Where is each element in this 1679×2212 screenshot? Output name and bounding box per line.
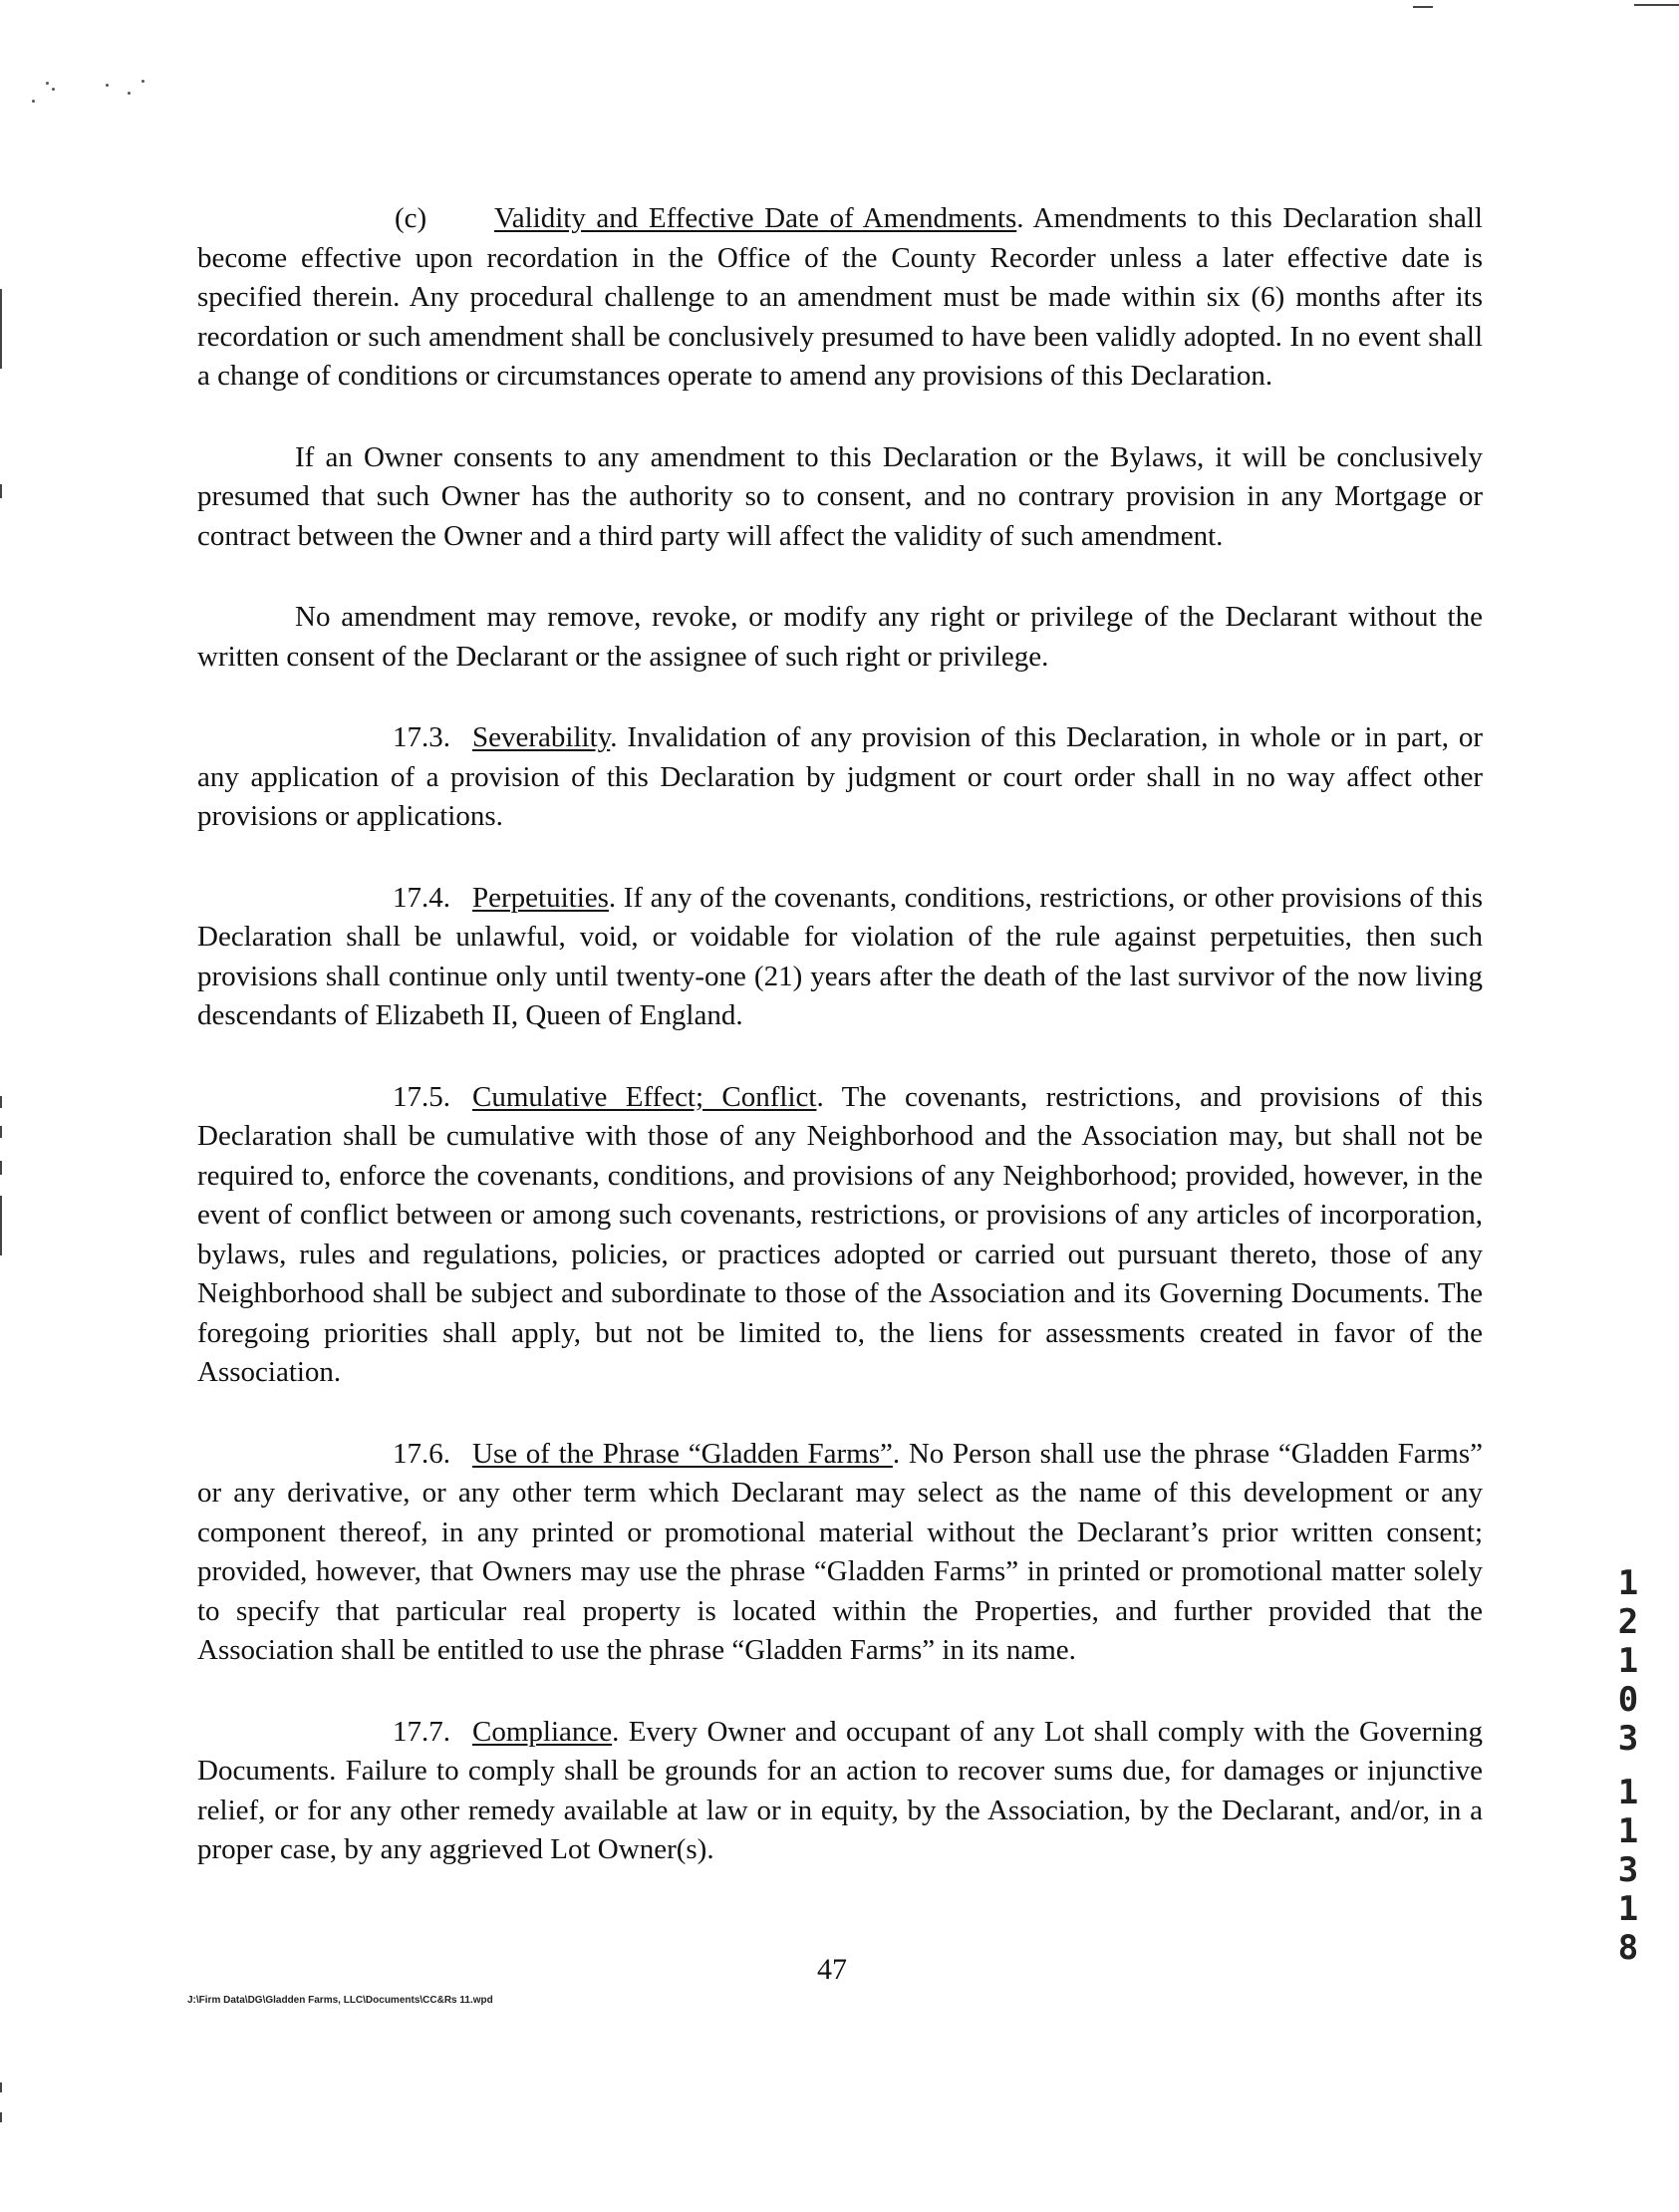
paragraph-number: 17.4. bbox=[393, 881, 450, 914]
paragraph-text: . Invalidation of any provision of this Declaration, in whole or in part, or any application of a provision of this Declaration by judgment or court order shall in no way affect other provisions or applications. bbox=[197, 721, 1483, 832]
section-heading: Use of the Phrase “Gladden Farms” bbox=[472, 1437, 893, 1470]
scan-mark bbox=[0, 484, 2, 498]
paragraph-text: . If any of the covenants, conditions, restrictions, or other provisions of this Declaration shall be unlawful, void, or voidable for violation of the rule against perpetuities, then such provisions shall continue only until twenty-one (21) years after the death of the last survivor of the now living descendants of Elizabeth II, Queen of England. bbox=[197, 881, 1483, 1031]
stamp-digit: 1 bbox=[1617, 1889, 1639, 1929]
paragraph-cumulative-effect bbox=[197, 1078, 1483, 1393]
scan-mark bbox=[0, 2112, 2, 2122]
stamp-digit: 1 bbox=[1617, 1641, 1639, 1681]
stamp-digit: 0 bbox=[1617, 1680, 1639, 1720]
scan-speck bbox=[46, 82, 49, 85]
scan-speck bbox=[128, 92, 131, 95]
paragraph-amendments-validity bbox=[197, 199, 1483, 397]
page-number: 47 bbox=[817, 1953, 847, 1986]
scan-speck bbox=[52, 88, 55, 91]
recording-stamp-lower bbox=[1608, 1774, 1648, 1968]
paragraph-number: 17.3. bbox=[393, 721, 450, 753]
section-heading: Compliance bbox=[472, 1715, 613, 1748]
stamp-digit: 2 bbox=[1617, 1602, 1639, 1642]
paragraph-text: If an Owner consents to any amendment to this Declaration or the Bylaws, it will be conclusively presumed that such Owner has the authority so to consent, and no contrary provision in any Mortgage or contract between the Owner and a third party will affect the validity of such amendment. bbox=[197, 440, 1483, 552]
stamp-digit: 1 bbox=[1617, 1563, 1639, 1603]
scan-mark bbox=[0, 1126, 2, 1138]
scan-mark bbox=[0, 1196, 2, 1255]
section-heading: Perpetuities bbox=[472, 881, 609, 914]
paragraph-text: . The covenants, restrictions, and provisions of this Declaration shall be cumulative with those of any Neighborhood and the Association may, but shall not be required to, enforce the covenants, conditions, and provisions of any Neighborhood; provided, however, in the event of conflict between or among such covenants, restrictions, or provisions of any articles of incorporation, bylaws, rules and regulations, policies, or practices adopted or carried out pursuant thereto, those of any Neighborhood shall be subject and subordinate to those of the Association and its Governing Documents. The foregoing priorities shall apply, but not be limited to, the liens for assessments created in favor of the Association. bbox=[197, 1080, 1483, 1388]
scan-speck bbox=[141, 80, 144, 83]
section-heading: Cumulative Effect; Conflict bbox=[472, 1080, 817, 1113]
paragraph-text: . No Person shall use the phrase “Gladden Farms” or any derivative, or any other term which Declarant may select as the name of this development or any component thereof, in any printed or promotional material without the Declarant’s prior written consent; provided, however, that Owners may use the phrase “Gladden Farms” in printed or promotional matter solely to specify that particular real property is located within the Properties, and further provided that the Association shall be entitled to use the phrase “Gladden Farms” in its name. bbox=[197, 1437, 1483, 1666]
scan-mark bbox=[1413, 6, 1433, 8]
scan-mark bbox=[0, 2082, 2, 2092]
section-heading: Validity and Effective Date of Amendments bbox=[494, 202, 1017, 234]
scan-speck bbox=[106, 84, 109, 87]
paragraph-declarant-rights bbox=[197, 598, 1483, 677]
paragraph-number: 17.5. bbox=[393, 1080, 450, 1113]
paragraph-text: . Every Owner and occupant of any Lot shall comply with the Governing Documents. Failure to comply shall be grounds for an action to recover sums due, for damages or injunctive relief, or for any other remedy available at law or in equity, by the Association, by the Declarant, and/or, in a proper case, by any aggrieved Lot Owner(s). bbox=[197, 1715, 1483, 1865]
stamp-digit: 1 bbox=[1617, 1811, 1639, 1851]
scan-mark bbox=[0, 289, 2, 369]
paragraph-perpetuities bbox=[197, 879, 1483, 1036]
paragraph-compliance bbox=[197, 1713, 1483, 1870]
paragraph-number: 17.6. bbox=[393, 1437, 450, 1470]
scan-mark bbox=[0, 1161, 2, 1175]
paragraph-severability bbox=[197, 718, 1483, 837]
stamp-digit: 1 bbox=[1617, 1773, 1639, 1812]
scan-mark bbox=[0, 1096, 2, 1108]
document-body bbox=[197, 199, 1483, 1912]
scan-mark bbox=[1634, 4, 1679, 6]
paragraph-owner-consent bbox=[197, 438, 1483, 557]
section-heading: Severability bbox=[472, 721, 611, 753]
paragraph-text: No amendment may remove, revoke, or modify any right or privilege of the Declarant without the written consent of the Declarant or the assignee of such right or privilege. bbox=[197, 601, 1483, 673]
footer-file-path: J:\Firm Data\DG\Gladden Farms, LLC\Documents\CC&Rs 11.wpd bbox=[187, 1995, 493, 2006]
scan-speck bbox=[32, 100, 35, 103]
stamp-digit: 3 bbox=[1617, 1719, 1639, 1759]
paragraph-number: 17.7. bbox=[393, 1715, 450, 1748]
paragraph-number: (c) bbox=[395, 202, 427, 234]
paragraph-text: . Amendments to this Declaration shall become effective upon recordation in the Office of the County Recorder unless a later effective date is specified therein. Any procedural challenge to an amendment must be made within six (6) months after its recordation or such amendment shall be conclusively presumed to have been validly adopted. In no event shall a change of conditions or circumstances operate to amend any provisions of this Declaration. bbox=[197, 202, 1483, 392]
stamp-digit: 3 bbox=[1617, 1850, 1639, 1890]
stamp-digit: 8 bbox=[1617, 1928, 1639, 1968]
recording-stamp-upper bbox=[1608, 1564, 1648, 1759]
paragraph-gladden-farms-phrase bbox=[197, 1435, 1483, 1671]
